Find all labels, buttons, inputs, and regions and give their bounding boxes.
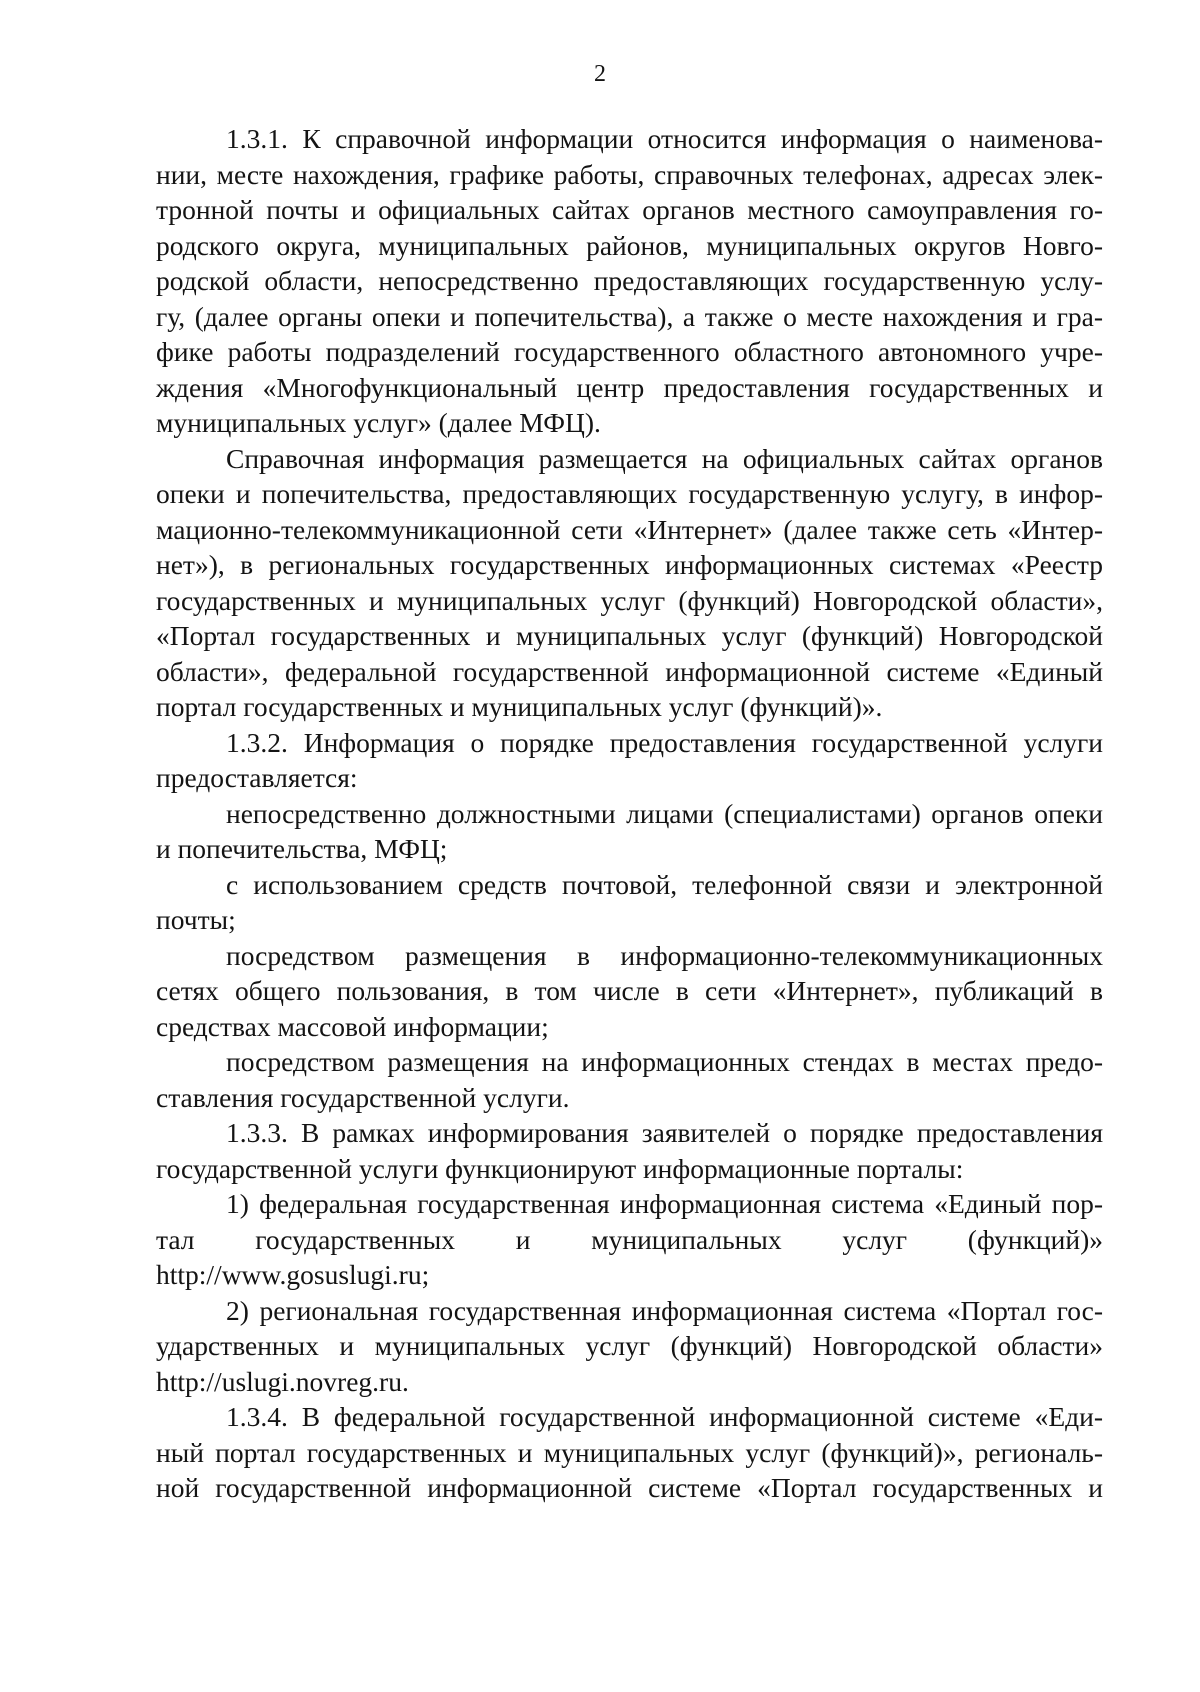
paragraph [156, 725, 1103, 796]
paragraph [156, 1293, 1103, 1400]
text-line: Справочная информация размещается на официальных сайтах органов [226, 442, 1103, 474]
paragraph [156, 1044, 1103, 1115]
text-line: 1.3.4. В федеральной государственной информационной системе «Еди- [226, 1401, 1103, 1432]
text-line: посредством размещения в информационно-телекоммуникационных [226, 939, 1103, 971]
text-line: тронной почты и официальных сайтах органов местного самоуправления го- [156, 194, 1103, 225]
text-line: средствах массовой информации; [156, 1010, 549, 1042]
text-line: муниципальных услуг» (далее МФЦ). [156, 407, 601, 438]
text-line: ударственных и муниципальных услуг (функций) Новгородской области» [156, 1330, 1103, 1361]
text-line: нет»), в региональных государственных информационных системах «Реестр [156, 549, 1103, 580]
paragraph [156, 1186, 1103, 1293]
text-line: фике работы подразделений государственного областного автономного учре- [156, 336, 1103, 367]
text-line: 1) федеральная государственная информационная система «Единый пор- [226, 1188, 1103, 1219]
text-line: родского округа, муниципальных районов, муниципальных округов Новго- [156, 229, 1103, 261]
text-line: государственной услуги функционируют информационные порталы: [156, 1152, 964, 1184]
text-line: 1.3.3. В рамках информирования заявителей о порядке предоставления [226, 1117, 1103, 1148]
paragraph [156, 796, 1103, 867]
text-line: ждения «Многофункциональный центр предоставления государственных и [156, 371, 1103, 403]
text-line: мационно-телекоммуникационной сети «Интернет» (далее также сеть «Интер- [156, 513, 1103, 545]
paragraph [156, 1115, 1103, 1186]
text-line: посредством размещения на информационных стендах в местах предо- [226, 1046, 1103, 1077]
paragraph [156, 441, 1103, 725]
text-line: 1.3.1. К справочной информации относится информация о наименова- [226, 123, 1103, 154]
text-line: гу, (далее органы опеки и попечительства), а также о месте нахождения и гра- [156, 300, 1103, 332]
paragraph [156, 867, 1103, 938]
text-line: области», федеральной государственной информационной системе «Единый [156, 655, 1103, 687]
paragraph [156, 938, 1103, 1045]
text-line: государственных и муниципальных услуг (функций) Новгородской области», [156, 584, 1103, 616]
document-body [156, 121, 1103, 1506]
text-line: тал государственных и муниципальных услуг (функций)» [156, 1223, 1103, 1255]
text-line: http://www.gosuslugi.ru; [156, 1259, 430, 1290]
text-line: ставления государственной услуги. [156, 1081, 570, 1113]
text-line: и попечительства, МФЦ; [156, 833, 448, 864]
text-line: предоставляется: [156, 762, 358, 793]
text-line: http://uslugi.novreg.ru. [156, 1365, 409, 1397]
text-line: родской области, непосредственно предоставляющих государственную услу- [156, 265, 1103, 296]
text-line: почты; [156, 904, 236, 935]
paragraph [156, 121, 1103, 441]
text-line: нии, месте нахождения, графике работы, справочных телефонах, адресах элек- [156, 158, 1103, 190]
paragraph [156, 1399, 1103, 1506]
text-line: сетях общего пользования, в том числе в сети «Интернет», публикаций в [156, 975, 1103, 1006]
page-number: 2 [594, 61, 606, 87]
text-line: с использованием средств почтовой, телефонной связи и электронной [226, 868, 1103, 900]
text-line: ный портал государственных и муниципальных услуг (функций)», региональ- [156, 1436, 1103, 1468]
text-line: непосредственно должностными лицами (специалистами) органов опеки [226, 797, 1103, 829]
text-line: опеки и попечительства, предоставляющих государственную услугу, в инфор- [156, 478, 1103, 509]
text-line: 1.3.2. Информация о порядке предоставления государственной услуги [226, 726, 1103, 758]
text-line: «Портал государственных и муниципальных услуг (функций) Новгородской [156, 620, 1103, 651]
text-line: ной государственной информационной системе «Портал государственных и [156, 1472, 1103, 1503]
text-line: портал государственных и муниципальных услуг (функций)». [156, 691, 883, 722]
text-line: 2) региональная государственная информационная система «Портал гос- [226, 1294, 1103, 1326]
